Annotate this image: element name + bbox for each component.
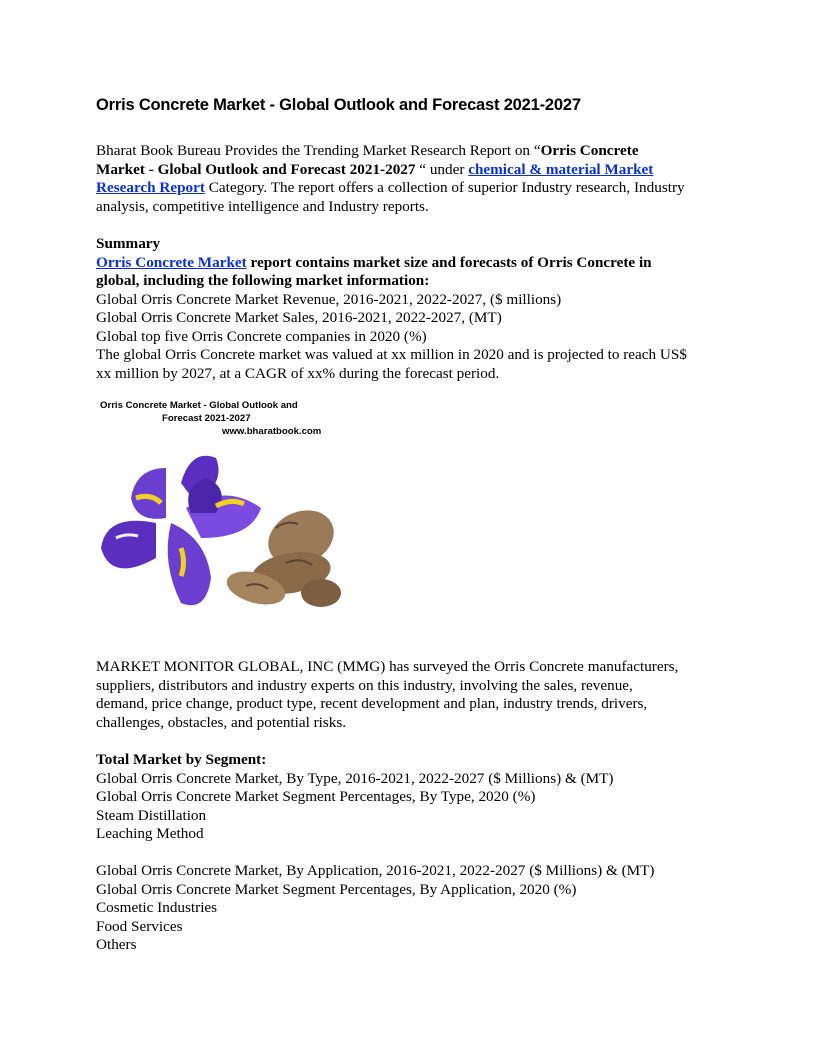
intro-text: Bharat Book Bureau Provides the Trending Market Research Report on “ xyxy=(96,142,541,159)
summary-item: Global Orris Concrete Market Sales, 2016-2021, 2022-2027, (MT) xyxy=(96,309,502,326)
survey-text: MARKET MONITOR GLOBAL, INC (MMG) has surveyed the Orris Concrete manufacturers, xyxy=(96,658,679,675)
summary-lead: report contains market size and forecasts of Orris Concrete in xyxy=(246,253,652,271)
segment-heading: Total Market by Segment: xyxy=(96,751,267,768)
survey-paragraph xyxy=(96,658,726,732)
summary-text: xx million by 2027, at a CAGR of xx% during the forecast period. xyxy=(96,364,500,382)
category-link[interactable]: chemical & material Market xyxy=(468,160,654,178)
application-item: Global Orris Concrete Market, By Application, 2016-2021, 2022-2027 ($ Millions) & (MT) xyxy=(96,862,655,879)
page-title: Orris Concrete Market - Global Outlook and Forecast 2021-2027 xyxy=(96,96,581,114)
survey-text: challenges, obstacles, and potential risks. xyxy=(96,713,347,731)
application-item: Global Orris Concrete Market Segment Percentages, By Application, 2020 (%) xyxy=(96,880,577,898)
segment-type-item: Leaching Method xyxy=(96,825,204,842)
segment-item: Global Orris Concrete Market, By Type, 2016-2021, 2022-2027 ($ Millions) & (MT) xyxy=(96,769,614,787)
intro-report-name-cont: Market - Global Outlook and Forecast 2021-2027 xyxy=(96,160,416,178)
summary-lead-cont: global, including the following market information: xyxy=(96,272,430,289)
survey-text: demand, price change, product type, recent development and plan, industry trends, drivers, xyxy=(96,695,648,712)
market-link[interactable]: Orris Concrete Market xyxy=(96,253,247,271)
image-caption-subtitle: Forecast 2021-2027 xyxy=(162,413,251,424)
summary-text: The global Orris Concrete market was valued at xx million in 2020 and is projected to reach US$ xyxy=(96,346,687,363)
segment-item: Global Orris Concrete Market Segment Percentages, By Type, 2020 (%) xyxy=(96,788,536,805)
iris-root-illustration xyxy=(96,398,341,633)
intro-paragraph xyxy=(96,142,726,216)
application-section xyxy=(96,862,726,955)
summary-item: Global top five Orris Concrete companies in 2020 (%) xyxy=(96,327,427,345)
segment-section xyxy=(96,751,726,844)
category-link-cont[interactable]: Research Report xyxy=(96,179,205,196)
report-cover-image xyxy=(96,398,341,633)
survey-text: suppliers, distributors and industry experts on this industry, involving the sales, revenue, xyxy=(96,676,633,694)
intro-text: “ under xyxy=(415,160,469,178)
application-type-item: Food Services xyxy=(96,917,183,935)
segment-type-item: Steam Distillation xyxy=(96,806,207,824)
intro-report-name: Orris Concrete xyxy=(540,142,639,159)
application-type-item: Others xyxy=(96,936,137,953)
image-caption-url: www.bharatbook.com xyxy=(222,426,322,437)
application-type-item: Cosmetic Industries xyxy=(96,899,218,916)
summary-item: Global Orris Concrete Market Revenue, 2016-2021, 2022-2027, ($ millions) xyxy=(96,290,562,308)
image-caption-title: Orris Concrete Market - Global Outlook and xyxy=(100,400,298,411)
intro-text: analysis, competitive intelligence and Industry reports. xyxy=(96,197,429,215)
summary-heading: Summary xyxy=(96,235,161,252)
summary-section xyxy=(96,235,726,383)
intro-text: Category. The report offers a collection of superior Industry research, Industry xyxy=(204,179,685,196)
